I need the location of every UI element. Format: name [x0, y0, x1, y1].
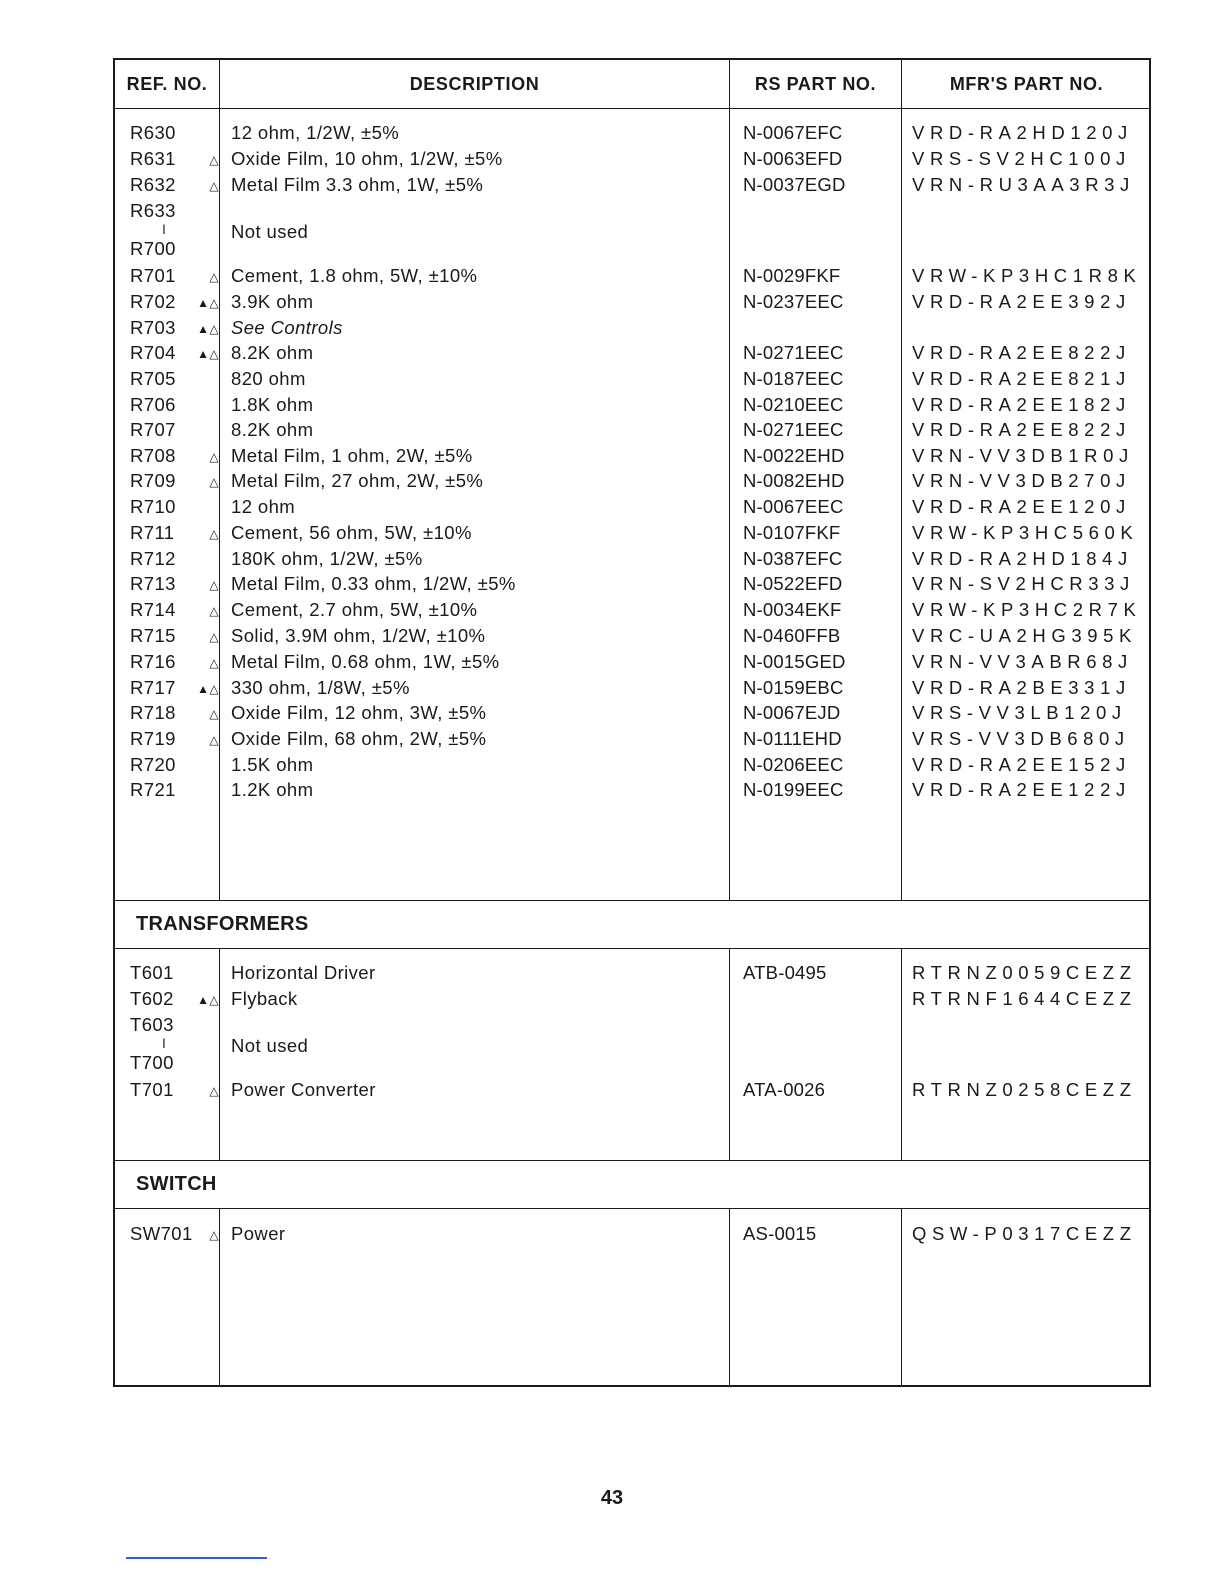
description: 330 ohm, 1/8W, ±5%	[231, 677, 410, 698]
rs-part-no: N-0271EEC	[743, 342, 844, 363]
rs-part-no: N-0206EEC	[743, 754, 844, 775]
ref-no: R711	[130, 522, 175, 543]
section-divider	[115, 1160, 1149, 1161]
ref-no: R630	[130, 122, 176, 143]
ref-no: R703	[130, 317, 176, 338]
rs-part-no: N-0187EEC	[743, 368, 844, 389]
mfr-part-no: VRN-VV3DB270J	[912, 470, 1131, 491]
safety-mark: △	[209, 578, 219, 592]
rs-part-no: N-0271EEC	[743, 419, 844, 440]
safety-mark: ▲△	[197, 993, 219, 1007]
rs-part-no: ATA-0026	[743, 1079, 826, 1100]
safety-mark: ▲△	[197, 347, 219, 361]
section-title-switch: SWITCH	[136, 1173, 217, 1195]
rs-part-no: N-0159EBC	[743, 677, 844, 698]
rs-part-no: N-0522EFD	[743, 573, 843, 594]
ref-no: R705	[130, 368, 176, 389]
mfr-part-no: VRN-SV2HCR33J	[912, 573, 1135, 594]
description: Metal Film 3.3 ohm, 1W, ±5%	[231, 174, 484, 195]
range-bar: I	[162, 221, 167, 237]
ref-no: R717	[130, 677, 176, 698]
safety-mark: △	[209, 604, 219, 618]
safety-mark: ▲△	[197, 322, 219, 336]
rs-part-no: N-0210EEC	[743, 394, 844, 415]
description: Oxide Film, 12 ohm, 3W, ±5%	[231, 702, 487, 723]
description: Metal Film, 0.68 ohm, 1W, ±5%	[231, 651, 500, 672]
description: 180K ohm, 1/2W, ±5%	[231, 548, 423, 569]
rs-part-no: AS-0015	[743, 1223, 817, 1244]
mfr-part-no: VRD-RA2BE331J	[912, 677, 1131, 698]
safety-mark: △	[209, 707, 219, 721]
description: Cement, 2.7 ohm, 5W, ±10%	[231, 599, 478, 620]
ref-no: R708	[130, 445, 176, 466]
rs-part-no: N-0237EEC	[743, 291, 844, 312]
description: Metal Film, 27 ohm, 2W, ±5%	[231, 470, 484, 491]
ref-no: T700	[130, 1052, 174, 1073]
description: 3.9K ohm	[231, 291, 314, 312]
ref-no: T601	[130, 962, 174, 983]
safety-mark: △	[209, 656, 219, 670]
mfr-part-no: VRD-RA2EE822J	[912, 342, 1131, 363]
rs-part-no: N-0460FFB	[743, 625, 841, 646]
safety-mark: △	[209, 450, 219, 464]
range-bar: I	[162, 1035, 167, 1051]
description: Cement, 56 ohm, 5W, ±10%	[231, 522, 472, 543]
rs-part-no: N-0067EJD	[743, 702, 841, 723]
mfr-part-no: VRS-SV2HC100J	[912, 148, 1131, 169]
safety-mark: △	[209, 270, 219, 284]
mfr-part-no: VRD-RA2EE182J	[912, 394, 1131, 415]
ref-no: R718	[130, 702, 176, 723]
ref-no: R702	[130, 291, 176, 312]
description: Solid, 3.9M ohm, 1/2W, ±10%	[231, 625, 486, 646]
description: 1.8K ohm	[231, 394, 314, 415]
ref-no: SW701	[130, 1223, 193, 1244]
ref-no: T701	[130, 1079, 174, 1100]
description: 12 ohm, 1/2W, ±5%	[231, 122, 400, 143]
description: Cement, 1.8 ohm, 5W, ±10%	[231, 265, 478, 286]
safety-mark: ▲△	[197, 296, 219, 310]
rs-part-no: N-0107FKF	[743, 522, 841, 543]
rs-part-no: N-0015GED	[743, 651, 846, 672]
footer-rule	[126, 1557, 267, 1559]
ref-no: R714	[130, 599, 176, 620]
rs-part-no: N-0199EEC	[743, 779, 844, 800]
mfr-part-no: VRS-VV3DB680J	[912, 728, 1130, 749]
mfr-part-no: VRD-RA2EE822J	[912, 419, 1131, 440]
ref-no: T602	[130, 988, 174, 1009]
rs-part-no: N-0037EGD	[743, 174, 846, 195]
description: Not used	[231, 221, 309, 242]
ref-no: R720	[130, 754, 176, 775]
ref-no: R719	[130, 728, 176, 749]
mfr-part-no: VRW-KP3HC2R7K	[912, 599, 1142, 620]
ref-no: R715	[130, 625, 176, 646]
mfr-part-no: VRD-RA2EE392J	[912, 291, 1131, 312]
ref-no: R712	[130, 548, 176, 569]
ref-no: R700	[130, 238, 176, 259]
header-mfr-part: MFR'S PART NO.	[949, 74, 1104, 94]
description: Metal Film, 1 ohm, 2W, ±5%	[231, 445, 473, 466]
description: Flyback	[231, 988, 298, 1009]
page-number: 43	[600, 1487, 624, 1509]
section-divider	[115, 1208, 1149, 1209]
safety-mark: △	[209, 630, 219, 644]
description: 8.2K ohm	[231, 419, 314, 440]
description: Power	[231, 1223, 286, 1244]
safety-mark: △	[209, 527, 219, 541]
section-divider	[115, 948, 1149, 949]
parts-table	[113, 58, 1151, 1387]
ref-no: R706	[130, 394, 176, 415]
mfr-part-no: VRD-RA2EE821J	[912, 368, 1131, 389]
description: 1.2K ohm	[231, 779, 314, 800]
mfr-part-no: VRD-RA2EE120J	[912, 496, 1131, 517]
description: Metal Film, 0.33 ohm, 1/2W, ±5%	[231, 573, 516, 594]
mfr-part-no: VRD-RA2HD120J	[912, 122, 1133, 143]
rs-part-no: N-0067EEC	[743, 496, 844, 517]
description: Oxide Film, 10 ohm, 1/2W, ±5%	[231, 148, 503, 169]
mfr-part-no: RTRNZ0258CEZZ	[912, 1079, 1137, 1100]
mfr-part-no: RTRNZ0059CEZZ	[912, 962, 1137, 983]
ref-no: T603	[130, 1014, 174, 1035]
ref-no: R632	[130, 174, 176, 195]
safety-mark: △	[209, 153, 219, 167]
rs-part-no: N-0029FKF	[743, 265, 841, 286]
section-divider	[115, 900, 1149, 901]
ref-no: R713	[130, 573, 176, 594]
description: 8.2K ohm	[231, 342, 314, 363]
rs-part-no: N-0067EFC	[743, 122, 843, 143]
ref-no: R704	[130, 342, 176, 363]
header-description: DESCRIPTION	[409, 74, 540, 94]
description: Power Converter	[231, 1079, 376, 1100]
mfr-part-no: VRN-VV3ABR68J	[912, 651, 1133, 672]
safety-mark: △	[209, 475, 219, 489]
header-rs-part: RS PART NO.	[754, 74, 877, 94]
ref-no: R716	[130, 651, 176, 672]
ref-no: R631	[130, 148, 176, 169]
safety-mark: △	[209, 733, 219, 747]
safety-mark: △	[209, 1084, 219, 1098]
safety-mark: △	[209, 1228, 219, 1242]
rs-part-no: N-0034EKF	[743, 599, 842, 620]
rs-part-no: ATB-0495	[743, 962, 827, 983]
description: 820 ohm	[231, 368, 306, 389]
mfr-part-no: QSW-P0317CEZZ	[912, 1223, 1137, 1244]
mfr-part-no: VRD-RA2EE152J	[912, 754, 1131, 775]
header-ref: REF. NO.	[126, 74, 208, 94]
mfr-part-no: VRN-VV3DB1R0J	[912, 445, 1134, 466]
ref-no: R707	[130, 419, 176, 440]
ref-no: R709	[130, 470, 176, 491]
header-divider	[115, 108, 1149, 109]
ref-no: R633	[130, 200, 176, 221]
rs-part-no: N-0022EHD	[743, 445, 845, 466]
ref-no: R710	[130, 496, 176, 517]
safety-mark: ▲△	[197, 682, 219, 696]
mfr-part-no: VRW-KP3HC560K	[912, 522, 1139, 543]
mfr-part-no: VRW-KP3HC1R8K	[912, 265, 1142, 286]
description: 12 ohm	[231, 496, 296, 517]
ref-no: R701	[130, 265, 176, 286]
mfr-part-no: VRN-RU3AA3R3J	[912, 174, 1135, 195]
description: Not used	[231, 1035, 309, 1056]
mfr-part-no: VRS-VV3LB120J	[912, 702, 1127, 723]
mfr-part-no: VRC-UA2HG395K	[912, 625, 1137, 646]
mfr-part-no: VRD-RA2HD184J	[912, 548, 1133, 569]
rs-part-no: N-0063EFD	[743, 148, 843, 169]
section-title-transformers: TRANSFORMERS	[136, 913, 309, 935]
safety-mark: △	[209, 179, 219, 193]
mfr-part-no: RTRNF1644CEZZ	[912, 988, 1137, 1009]
rs-part-no: N-0082EHD	[743, 470, 845, 491]
mfr-part-no: VRD-RA2EE122J	[912, 779, 1131, 800]
ref-no: R721	[130, 779, 176, 800]
description: Oxide Film, 68 ohm, 2W, ±5%	[231, 728, 487, 749]
rs-part-no: N-0111EHD	[743, 728, 842, 749]
description: 1.5K ohm	[231, 754, 314, 775]
description: See Controls	[231, 317, 343, 338]
rs-part-no: N-0387EFC	[743, 548, 843, 569]
description: Horizontal Driver	[231, 962, 376, 983]
